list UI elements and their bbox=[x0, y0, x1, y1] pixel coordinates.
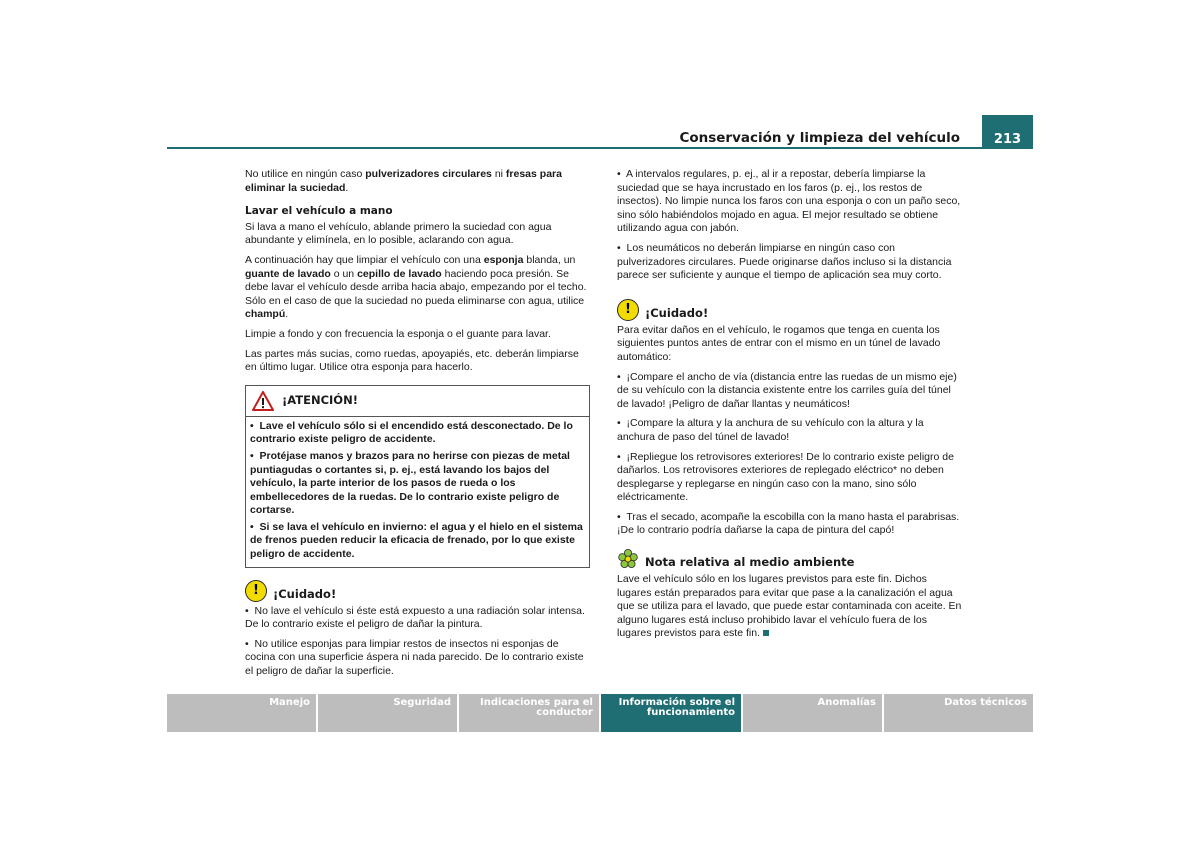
page-number: 213 bbox=[982, 115, 1033, 149]
paragraph: A continuación hay que limpiar el vehículo con una esponja blanda, un guante de lavado o un cepillo de lavado haciendo poca presión. Se debe lavar el vehículo desde arriba hacia abajo, empezando por el techo. Sólo en el caso de que la suciedad no pueda eliminarse con agua, utilice champú. bbox=[245, 253, 587, 321]
caution-item: • No utilice esponjas para limpiar restos de insectos ni esponjas de cocina con una superficie áspera ni nada parecido. De lo contrario existe el peligro de dañar la superficie. bbox=[245, 637, 584, 678]
tab-anomalias[interactable]: Anomalías bbox=[743, 694, 884, 732]
chapter-navigation bbox=[167, 694, 1033, 732]
header-rule bbox=[167, 147, 1033, 149]
paragraph: Si lava a mano el vehículo, ablande primero la suciedad con agua abundante y elimínela, en lo posible, aclarando con agua. bbox=[245, 220, 552, 247]
caution-circle-icon: ! bbox=[245, 580, 267, 602]
tab-indicaciones-conductor[interactable]: Indicaciones para el conductor bbox=[459, 694, 601, 732]
caution-item: • ¡Compare la altura y la anchura de su vehículo con la altura y la anchura de paso del túnel de lavado! bbox=[617, 417, 924, 443]
page-header-title: Conservación y limpieza del vehículo bbox=[679, 130, 960, 146]
warning-body bbox=[246, 417, 589, 567]
caution-item: • ¡Repliegue los retrovisores exteriores! De lo contrario existe peligro de dañarlos. Los retrovisores exteriores de replegado eléctrico* no deben desplegarse y replegarse en ningún caso con la mano, sino sólo eléctricamente. bbox=[617, 450, 954, 504]
end-of-section-marker bbox=[763, 630, 769, 636]
caution-circle-icon: ! bbox=[617, 299, 639, 321]
tab-datos-tecnicos[interactable]: Datos técnicos bbox=[884, 694, 1033, 732]
flower-icon bbox=[617, 548, 639, 570]
intro-paragraph: No utilice en ningún caso pulverizadores circulares ni fresas para eliminar la suciedad. bbox=[245, 168, 562, 194]
caution-intro: Para evitar daños en el vehículo, le rogamos que tenga en cuenta los siguientes puntos antes de entrar con el mismo en un túnel de lavado automático: bbox=[617, 323, 941, 363]
section-heading: Lavar el vehículo a mano bbox=[245, 205, 393, 218]
caution-item: • Tras el secado, acompañe la escobilla con la mano hasta el parabrisas. ¡De lo contrario podría dañarse la capa de pintura del capó! bbox=[617, 510, 960, 537]
caution-title: ¡Cuidado! bbox=[645, 306, 709, 321]
environment-note-title: Nota relativa al medio ambiente bbox=[645, 555, 855, 570]
tab-seguridad[interactable]: Seguridad bbox=[318, 694, 459, 732]
caution-item: • No lave el vehículo si éste está expuesto a una radiación solar intensa. De lo contrario existe el peligro de dañar la pintura. bbox=[245, 604, 585, 631]
bullet-item: • A intervalos regulares, p. ej., al ir a repostar, debería limpiarse la suciedad que se haya incrustado en los faros (p. ej., los restos de insectos). No limpie nunca los faros con una esponja o con un paño seco, sino sólo habiéndolos mojado en agua. El mejor resultado se obtiene utilizando agua con jabón. bbox=[617, 168, 961, 235]
warning-title: ¡ATENCIÓN! bbox=[282, 392, 358, 407]
caution-title: ¡Cuidado! bbox=[273, 587, 337, 602]
right-column bbox=[617, 168, 962, 647]
warning-triangle-icon bbox=[252, 391, 274, 411]
paragraph: Limpie a fondo y con frecuencia la esponja o el guante para lavar. bbox=[245, 327, 551, 340]
left-column bbox=[245, 168, 590, 685]
warning-item: • Protéjase manos y brazos para no herirse con piezas de metal puntiagudas o cortantes si, p. ej., está lavando los bajos del vehículo, la parte interior de los pasos de rueda o los embellecedores de la ruedas. De lo contrario existe peligro de cortarse. bbox=[250, 449, 570, 517]
tab-informacion-funcionamiento[interactable]: Información sobre el funcionamiento bbox=[601, 694, 743, 732]
paragraph: Las partes más sucias, como ruedas, apoyapiés, etc. deberán limpiarse en último lugar. Utilice otra esponja para hacerlo. bbox=[245, 347, 579, 374]
caution-item: • ¡Compare el ancho de vía (distancia entre las ruedas de un mismo eje) de su vehículo con la distancia existente entre los carriles guía del túnel de lavado! ¡Peligro de dañar llantas y neumáticos! bbox=[617, 370, 957, 410]
warning-item: • Si se lava el vehículo en invierno: el agua y el hielo en el sistema de frenos pueden reducir la eficacia de frenado, por lo que existe peligro de accidente. bbox=[250, 520, 583, 561]
environment-note-text: Lave el vehículo sólo en los lugares previstos para este fin. Dichos lugares están preparados para evitar que pase a la canalización el agua que se utiliza para el lavado, que puede estar contaminada con aceite. En alguno lugares está incluso prohibido lavar el vehículo fuera de los lugares previstos para este fin. bbox=[617, 573, 962, 640]
bullet-item: • Los neumáticos no deberán limpiarse en ningún caso con pulverizadores circulares. Puede originarse daños incluso si la distancia parece ser suficiente y aunque el tiempo de aplicación sea muy corto. bbox=[617, 241, 952, 282]
tab-manejo[interactable]: Manejo bbox=[167, 694, 318, 732]
warning-item: • Lave el vehículo sólo si el encendido está desconectado. De lo contrario existe peligro de accidente. bbox=[250, 419, 573, 446]
caution-heading bbox=[617, 299, 962, 321]
warning-header bbox=[246, 386, 589, 417]
environment-note-heading bbox=[617, 548, 962, 570]
warning-box bbox=[245, 385, 590, 568]
caution-heading bbox=[245, 580, 590, 602]
